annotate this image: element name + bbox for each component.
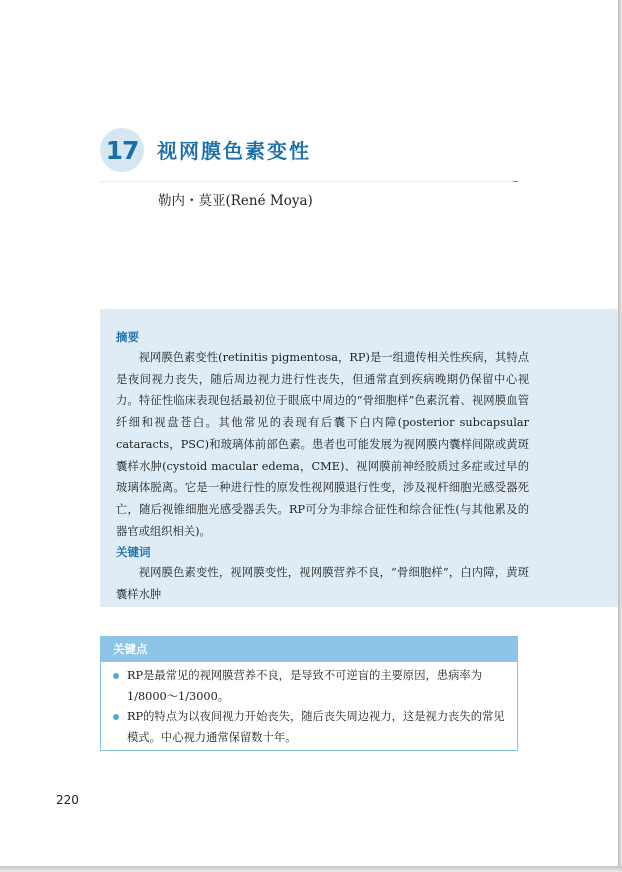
bullet-icon <box>113 673 119 679</box>
abstract-heading: 摘要 <box>116 330 139 344</box>
key-points-box <box>100 636 518 751</box>
bullet-icon <box>113 714 119 720</box>
header-divider <box>100 181 518 182</box>
key-points-heading: 关键点 <box>101 637 517 662</box>
key-point-text: RP是最常见的视网膜营养不良，是导致不可逆盲的主要原因，患病率为1/8000～1/3000。 <box>127 669 483 703</box>
chapter-number: 17 <box>105 135 139 165</box>
key-point-item <box>113 707 509 748</box>
page-edge-shadow <box>0 866 622 872</box>
chapter-number-badge <box>100 128 144 172</box>
abstract-content <box>116 327 529 606</box>
chapter-author: 勒内・莫亚(René Moya) <box>158 193 313 209</box>
keywords-text: 视网膜色素变性，视网膜变性，视网膜营养不良，“骨细胞样”，白内障，黄斑囊样水肿 <box>116 566 529 602</box>
key-points-list <box>101 662 517 748</box>
abstract-text: 视网膜色素变性(retinitis pigmentosa，RP)是一组遗传相关性疾病，其特点是夜间视力丧失，随后周边视力进行性丧失，但通常直到疾病晚期仍保留中心视力。特征性临床表现包括最初位于眼底中周边的“骨细胞样”色素沉着、视网膜血管纤细和视盘苍白。其他常见的表现有后囊下白内障(posterior subcapsular cataracts，PSC)和玻璃体前部色素。患者也可能发展为视网膜内囊样间隙或黄斑囊样水肿(cystoid macular edema，CME)、视网膜前神经胶质过多症或过早的玻璃体脱离。它是一种进行性的原发性视网膜退行性变，涉及视杆细胞光感受器死亡，随后视锥细胞光感受器丢失。RP可分为非综合征性和综合征性(与其他累及的器官或组织相关)。 <box>116 351 529 538</box>
page-edge-shadow <box>618 0 622 872</box>
keywords-heading: 关键词 <box>116 545 151 560</box>
abstract-box <box>100 309 618 607</box>
chapter-title: 视网膜色素变性 <box>157 139 311 163</box>
key-point-item <box>113 666 509 707</box>
header-divider-tick <box>513 181 518 182</box>
page-number: 220 <box>56 793 79 807</box>
key-point-text: RP的特点为以夜间视力开始丧失，随后丧失周边视力，这是视力丧失的常见模式。中心视力通常保留数十年。 <box>127 710 505 744</box>
